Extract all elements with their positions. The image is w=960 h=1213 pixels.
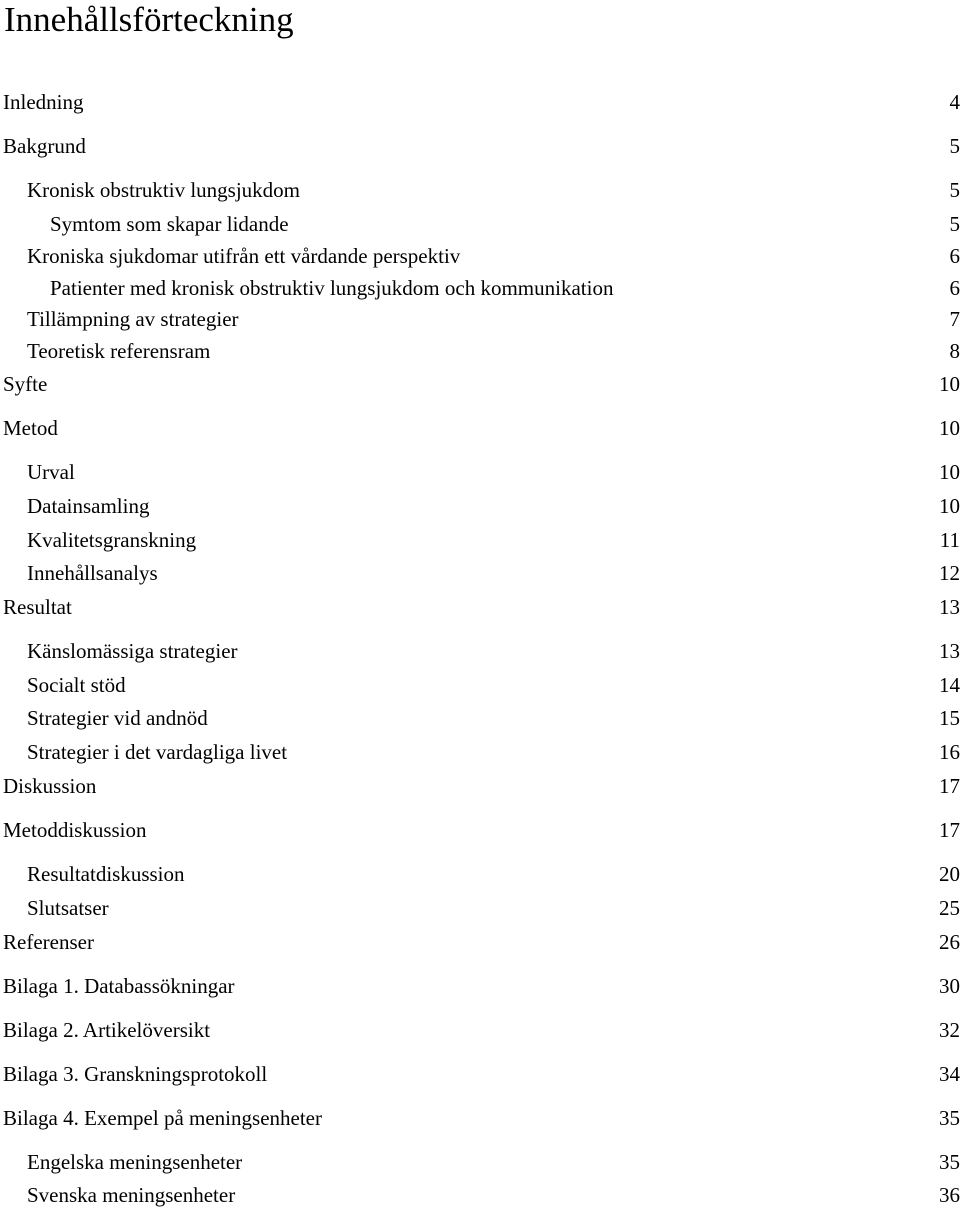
toc-entry — [0, 459, 960, 485]
toc-entry-title: Svenska meningsenheter — [27, 1183, 236, 1207]
toc-entry-title: Teoretisk referensram — [27, 339, 211, 363]
toc-page-number: 17 — [939, 818, 960, 842]
toc-page-number: 13 — [939, 595, 960, 619]
toc-entry — [0, 415, 960, 441]
toc-page-number: 10 — [939, 416, 960, 440]
toc-entry-title: Inledning — [3, 90, 84, 114]
toc-page-number: 26 — [939, 930, 960, 954]
toc-page-number: 6 — [949, 244, 960, 268]
toc-page-number: 6 — [949, 276, 960, 300]
toc-page-number: 5 — [949, 212, 960, 236]
toc-page-number: 34 — [939, 1062, 960, 1086]
toc-page-number: 14 — [939, 673, 960, 697]
toc-entry-title: Socialt stöd — [27, 673, 126, 697]
toc-page-number: 36 — [939, 1183, 960, 1207]
toc-page-number: 20 — [939, 862, 960, 886]
toc-entry-title: Kvalitetsgranskning — [27, 528, 197, 552]
toc-entry-title: Bilaga 1. Databassökningar — [3, 974, 235, 998]
toc-entry-title: Strategier i det vardagliga livet — [27, 740, 288, 764]
toc-entry — [0, 817, 960, 843]
toc-page-number: 10 — [939, 372, 960, 396]
toc-entry-title: Symtom som skapar lidande — [50, 212, 289, 236]
toc-entry-title: Kronisk obstruktiv lungsjukdom — [27, 178, 301, 202]
page-title: Innehållsförteckning — [4, 0, 294, 39]
toc-page-number: 13 — [939, 639, 960, 663]
toc-page-number: 10 — [939, 460, 960, 484]
toc-entry — [0, 739, 960, 765]
toc-entry — [0, 133, 960, 159]
toc-entry — [0, 177, 960, 203]
toc-entry-title: Resultatdiskussion — [27, 862, 185, 886]
toc-entry — [0, 243, 960, 269]
toc-entry-title: Referenser — [3, 930, 94, 954]
toc-page-number: 35 — [939, 1106, 960, 1130]
toc-entry-title: Patienter med kronisk obstruktiv lungsjukdom och kommunikation — [50, 276, 614, 300]
toc-entry — [0, 973, 960, 999]
toc-entry — [0, 1017, 960, 1043]
toc-page-number: 10 — [939, 494, 960, 518]
toc-entry-title: Syfte — [3, 372, 48, 396]
toc-entry — [0, 1105, 960, 1131]
toc-entry — [0, 1061, 960, 1087]
toc-page-number: 25 — [939, 896, 960, 920]
toc-entry — [0, 89, 960, 115]
toc-entry-title: Tillämpning av strategier — [27, 307, 239, 331]
toc-page-number: 17 — [939, 774, 960, 798]
toc-entry — [0, 371, 960, 397]
toc-entry-title: Innehållsanalys — [27, 561, 158, 585]
toc-entry — [0, 306, 960, 332]
toc-entry-title: Bilaga 3. Granskningsprotokoll — [3, 1062, 268, 1086]
toc-entry-title: Diskussion — [3, 774, 97, 798]
toc-entry-title: Metod — [3, 416, 58, 440]
toc-page-number: 7 — [949, 307, 960, 331]
toc-entry — [0, 705, 960, 731]
toc-entry-title: Engelska meningsenheter — [27, 1150, 243, 1174]
toc-entry — [0, 594, 960, 620]
toc-entry-title: Slutsatser — [27, 896, 109, 920]
toc-page-number: 4 — [949, 90, 960, 114]
toc-entry-title: Urval — [27, 460, 75, 484]
toc-page-number: 35 — [939, 1150, 960, 1174]
toc-entry — [0, 861, 960, 887]
toc-entry-title: Datainsamling — [27, 494, 150, 518]
toc-entry — [0, 1149, 960, 1175]
toc-entry-title: Känslomässiga strategier — [27, 639, 238, 663]
toc-entry-title: Metoddiskussion — [3, 818, 147, 842]
toc-entry — [0, 560, 960, 586]
toc-page-number: 32 — [939, 1018, 960, 1042]
toc-entry-title: Strategier vid andnöd — [27, 706, 208, 730]
toc-entry — [0, 527, 960, 553]
toc-entry — [0, 493, 960, 519]
toc-entry — [0, 929, 960, 955]
toc-entry-title: Resultat — [3, 595, 72, 619]
toc-entry-title: Bilaga 2. Artikelöversikt — [3, 1018, 211, 1042]
toc-entry — [0, 211, 960, 237]
toc-page-number: 11 — [939, 528, 960, 552]
toc-page-number: 12 — [939, 561, 960, 585]
toc-page-number: 8 — [949, 339, 960, 363]
toc-entry — [0, 895, 960, 921]
toc-page-number: 30 — [939, 974, 960, 998]
toc-entry-title: Bakgrund — [3, 134, 86, 158]
toc-entry — [0, 638, 960, 664]
toc-page-number: 5 — [949, 134, 960, 158]
toc-entry — [0, 1182, 960, 1208]
toc-page-number: 16 — [939, 740, 960, 764]
toc-entry — [0, 773, 960, 799]
toc-entry — [0, 275, 960, 301]
toc-entry — [0, 338, 960, 364]
toc-entry-title: Kroniska sjukdomar utifrån ett vårdande perspektiv — [27, 244, 461, 268]
toc-page-number: 15 — [939, 706, 960, 730]
toc-entry-title: Bilaga 4. Exempel på meningsenheter — [3, 1106, 322, 1130]
toc-entry — [0, 672, 960, 698]
toc-page-number: 5 — [949, 178, 960, 202]
